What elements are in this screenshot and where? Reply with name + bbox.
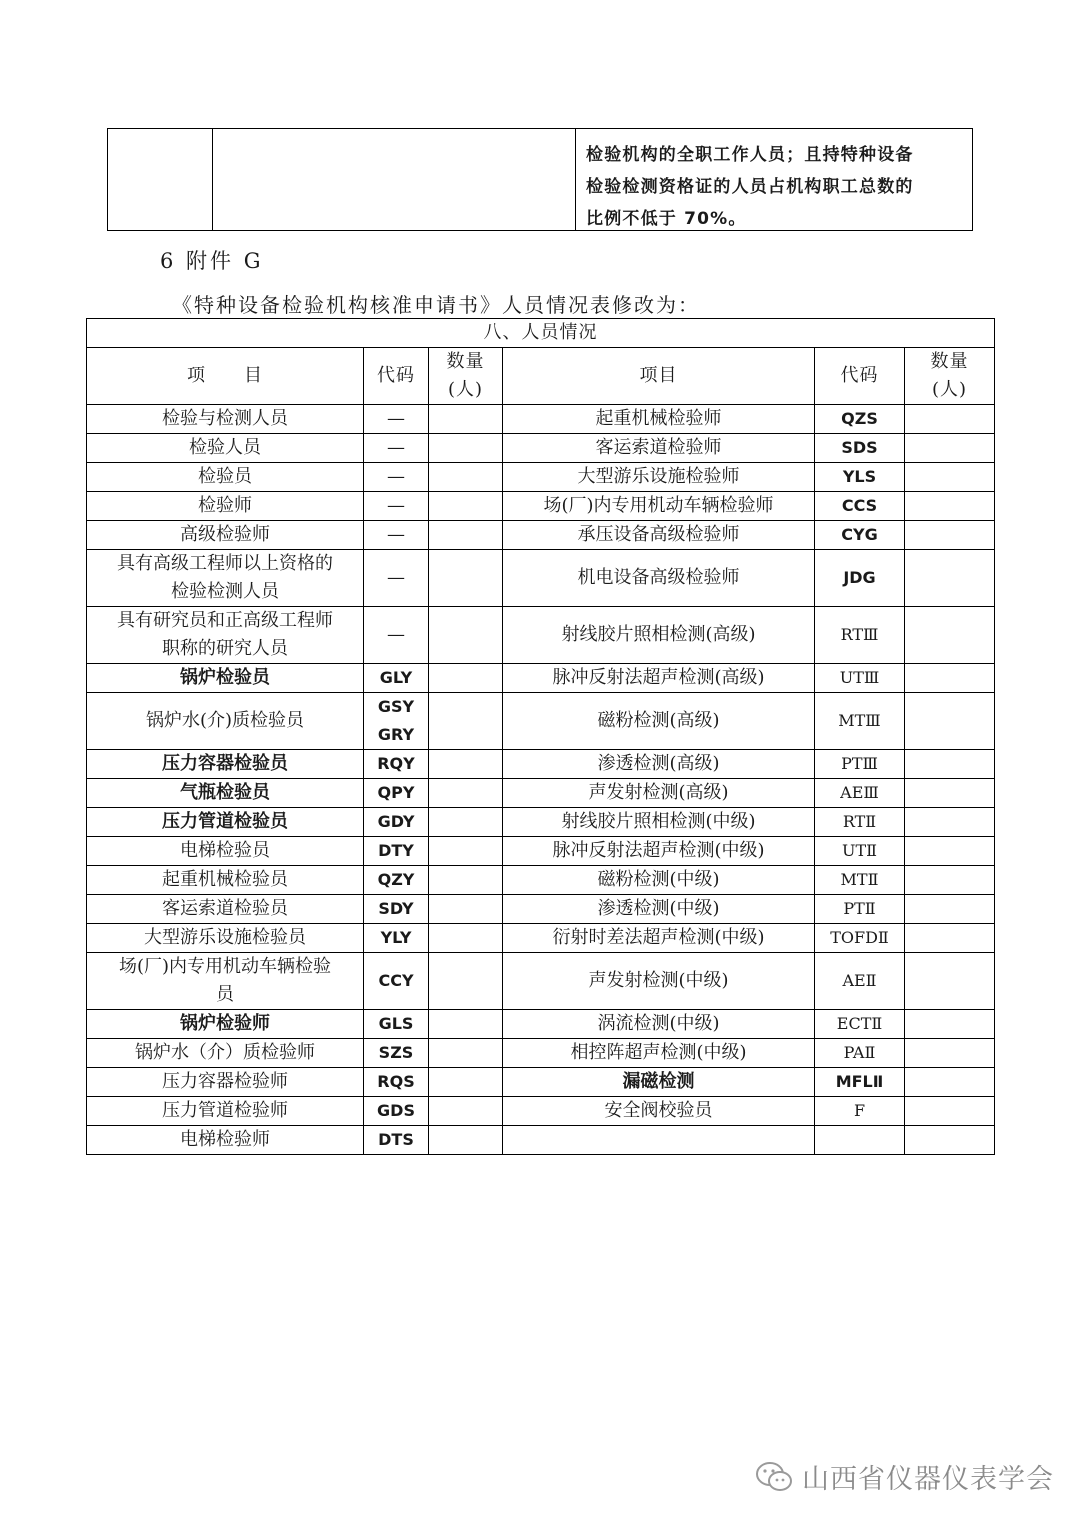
row-count <box>429 895 503 924</box>
row-count-2 <box>905 550 995 607</box>
row-item-line-1: 具有研究员和正高级工程师 <box>117 610 333 631</box>
requirement-line-1: 检验机构的全职工作人员；且持特种设备 <box>586 145 914 165</box>
row-count-2 <box>905 1097 995 1126</box>
row-item-2: 起重机械检验师 <box>503 405 815 434</box>
row-item: 锅炉水(介)质检验员 <box>87 693 364 750</box>
row-code: GDS <box>364 1097 429 1126</box>
row-item-2: 相控阵超声检测(中级) <box>503 1039 815 1068</box>
row-item-line-2: 职称的研究人员 <box>162 638 288 659</box>
row-item-2: 声发射检测(中级) <box>503 953 815 1010</box>
row-code: SZS <box>364 1039 429 1068</box>
row-code-line-2: GRY <box>377 725 415 744</box>
row-item <box>87 550 364 607</box>
row-item-2: 承压设备高级检验师 <box>503 521 815 550</box>
row-item-line-1: 场(厂)内专用机动车辆检验 <box>118 956 332 977</box>
row-item: 电梯检验员 <box>87 837 364 866</box>
row-item: 检验人员 <box>87 434 364 463</box>
header-count2-l1: 数量 <box>930 351 969 372</box>
row-code: QZY <box>364 866 429 895</box>
row-count <box>429 405 503 434</box>
row-item: 大型游乐设施检验员 <box>87 924 364 953</box>
header-code: 代码 <box>364 348 429 405</box>
row-count-2 <box>905 492 995 521</box>
row-code-2: MTⅢ <box>815 693 905 750</box>
annex-title: 6 附件 G <box>160 249 264 273</box>
header-code-2: 代码 <box>815 348 905 405</box>
row-count-2 <box>905 463 995 492</box>
row-code: GLY <box>364 664 429 693</box>
watermark <box>754 1457 1054 1496</box>
row-code-2: RTⅡ <box>815 808 905 837</box>
row-item-2: 渗透检测(高级) <box>503 750 815 779</box>
row-code-2: PTⅢ <box>815 750 905 779</box>
row-count-2 <box>905 837 995 866</box>
continued-table-cell-2 <box>213 129 576 230</box>
row-code-2: MTⅡ <box>815 866 905 895</box>
row-item: 检验师 <box>87 492 364 521</box>
row-count-2 <box>905 607 995 664</box>
row-count <box>429 521 503 550</box>
row-code-2: UTⅡ <box>815 837 905 866</box>
row-item-2: 磁粉检测(高级) <box>503 693 815 750</box>
header-count-2 <box>905 348 995 405</box>
row-count-2 <box>905 434 995 463</box>
header-count-l1: 数量 <box>446 351 485 372</box>
row-item: 高级检验师 <box>87 521 364 550</box>
row-item-2: 大型游乐设施检验师 <box>503 463 815 492</box>
row-count <box>429 693 503 750</box>
row-item: 锅炉水（介）质检验师 <box>87 1039 364 1068</box>
row-code: DTS <box>364 1126 429 1155</box>
row-item-2: 射线胶片照相检测(中级) <box>503 808 815 837</box>
row-code-2: AEⅢ <box>815 779 905 808</box>
row-code: GLS <box>364 1010 429 1039</box>
row-count <box>429 779 503 808</box>
row-code: QPY <box>364 779 429 808</box>
row-count-2 <box>905 924 995 953</box>
row-item-2: 衍射时差法超声检测(中级) <box>503 924 815 953</box>
row-code-2 <box>815 1126 905 1155</box>
row-item-line-2: 检验检测人员 <box>171 581 279 602</box>
row-code: — <box>364 550 429 607</box>
section-title: 八、人员情况 <box>87 319 995 348</box>
row-code: DTY <box>364 837 429 866</box>
row-item: 检验与检测人员 <box>87 405 364 434</box>
row-code: RQY <box>364 750 429 779</box>
row-count-2 <box>905 808 995 837</box>
row-code-2: F <box>815 1097 905 1126</box>
continued-table-cell-3 <box>576 129 972 230</box>
row-code: — <box>364 434 429 463</box>
row-code-2: AEⅡ <box>815 953 905 1010</box>
staff-table <box>86 318 995 1155</box>
row-count <box>429 808 503 837</box>
row-code: — <box>364 607 429 664</box>
row-item: 压力管道检验师 <box>87 1097 364 1126</box>
continued-table-cell-1 <box>108 129 213 230</box>
row-code-2: CCS <box>815 492 905 521</box>
row-count-2 <box>905 1039 995 1068</box>
row-item-line-1: 具有高级工程师以上资格的 <box>117 553 333 574</box>
header-item: 项 目 <box>87 348 364 405</box>
row-count-2 <box>905 1010 995 1039</box>
row-code-2: RTⅢ <box>815 607 905 664</box>
row-item-2: 渗透检测(中级) <box>503 895 815 924</box>
row-code-2: SDS <box>815 434 905 463</box>
row-item-2: 客运索道检验师 <box>503 434 815 463</box>
row-code-2: YLS <box>815 463 905 492</box>
row-count <box>429 550 503 607</box>
row-count <box>429 434 503 463</box>
row-item-2: 磁粉检测(中级) <box>503 866 815 895</box>
row-count <box>429 463 503 492</box>
row-code-2: PTⅡ <box>815 895 905 924</box>
row-item: 客运索道检验员 <box>87 895 364 924</box>
row-code-2: JDG <box>815 550 905 607</box>
row-item-2: 机电设备高级检验师 <box>503 550 815 607</box>
row-code: — <box>364 521 429 550</box>
row-count-2 <box>905 693 995 750</box>
header-item-2: 项目 <box>503 348 815 405</box>
row-count <box>429 1039 503 1068</box>
row-count <box>429 837 503 866</box>
row-item: 锅炉检验师 <box>87 1010 364 1039</box>
row-code-2: UTⅢ <box>815 664 905 693</box>
row-code: CCY <box>364 953 429 1010</box>
row-count-2 <box>905 521 995 550</box>
row-item-2: 脉冲反射法超声检测(高级) <box>503 664 815 693</box>
row-item: 电梯检验师 <box>87 1126 364 1155</box>
row-code-line-1: GSY <box>377 697 415 716</box>
row-item-2: 安全阀校验员 <box>503 1097 815 1126</box>
header-count <box>429 348 503 405</box>
row-count <box>429 1126 503 1155</box>
row-code-2: TOFDⅡ <box>815 924 905 953</box>
wechat-icon <box>754 1460 794 1494</box>
row-count-2 <box>905 895 995 924</box>
row-item <box>87 607 364 664</box>
row-code-2: PAⅡ <box>815 1039 905 1068</box>
watermark-text: 山西省仪器仪表学会 <box>802 1464 1054 1495</box>
row-code-2: MFLⅡ <box>815 1068 905 1097</box>
row-item: 锅炉检验员 <box>87 664 364 693</box>
row-item-2: 漏磁检测 <box>503 1068 815 1097</box>
row-count <box>429 492 503 521</box>
row-count-2 <box>905 866 995 895</box>
row-count <box>429 1068 503 1097</box>
requirement-line-2: 检验检测资格证的人员占机构职工总数的 <box>586 177 914 197</box>
row-count <box>429 664 503 693</box>
row-code: GDY <box>364 808 429 837</box>
row-count-2 <box>905 1126 995 1155</box>
row-item-2: 涡流检测(中级) <box>503 1010 815 1039</box>
row-code: SDY <box>364 895 429 924</box>
row-item: 检验员 <box>87 463 364 492</box>
row-item <box>87 953 364 1010</box>
row-count <box>429 607 503 664</box>
row-code-2: QZS <box>815 405 905 434</box>
row-item: 压力容器检验员 <box>87 750 364 779</box>
row-code-2: ECTⅡ <box>815 1010 905 1039</box>
row-count <box>429 953 503 1010</box>
row-item-2: 场(厂)内专用机动车辆检验师 <box>503 492 815 521</box>
intro-text: 《特种设备检验机构核准申请书》人员情况表修改为： <box>172 293 700 317</box>
row-item-2: 脉冲反射法超声检测(中级) <box>503 837 815 866</box>
header-count2-l2: (人) <box>931 379 968 400</box>
row-item-2: 声发射检测(高级) <box>503 779 815 808</box>
row-code: RQS <box>364 1068 429 1097</box>
row-code: — <box>364 405 429 434</box>
requirement-line-3: 比例不低于 70%。 <box>586 209 747 229</box>
row-code <box>364 693 429 750</box>
row-count <box>429 1097 503 1126</box>
row-count <box>429 924 503 953</box>
row-item-line-2: 员 <box>216 984 234 1005</box>
row-item: 起重机械检验员 <box>87 866 364 895</box>
row-item-2 <box>503 1126 815 1155</box>
row-code-2: CYG <box>815 521 905 550</box>
row-item: 压力容器检验师 <box>87 1068 364 1097</box>
row-code: — <box>364 463 429 492</box>
header-count-l2: (人) <box>447 379 484 400</box>
row-count <box>429 1010 503 1039</box>
row-code: YLY <box>364 924 429 953</box>
row-count-2 <box>905 953 995 1010</box>
row-item-2: 射线胶片照相检测(高级) <box>503 607 815 664</box>
row-count-2 <box>905 405 995 434</box>
row-count-2 <box>905 750 995 779</box>
row-item: 压力管道检验员 <box>87 808 364 837</box>
row-count-2 <box>905 779 995 808</box>
row-count <box>429 750 503 779</box>
row-count-2 <box>905 1068 995 1097</box>
row-code: — <box>364 492 429 521</box>
row-item: 气瓶检验员 <box>87 779 364 808</box>
continued-table <box>107 128 973 231</box>
row-count <box>429 866 503 895</box>
row-count-2 <box>905 664 995 693</box>
